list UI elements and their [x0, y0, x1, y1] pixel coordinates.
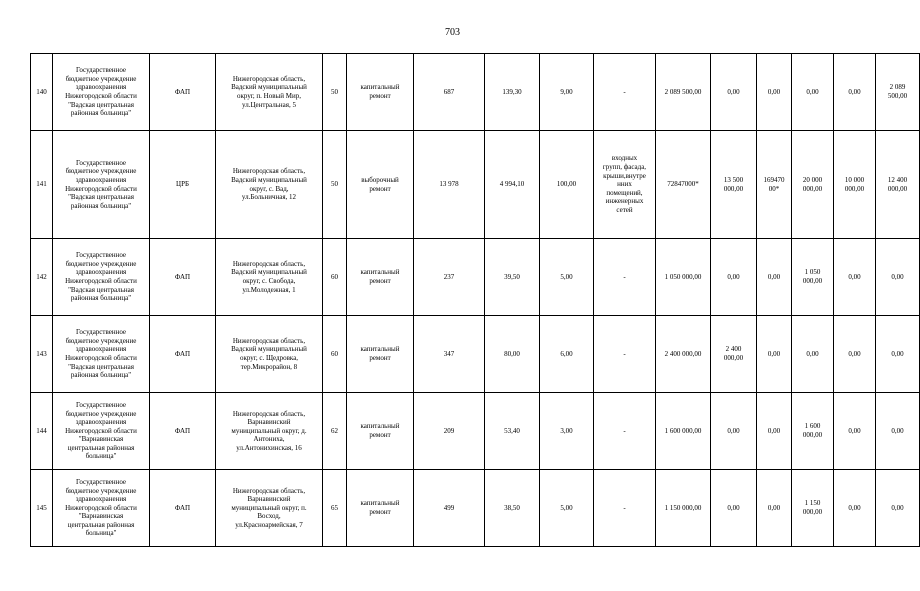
- work-type: капитальный ремонт: [347, 239, 414, 316]
- cell-col7: 39,50: [485, 239, 540, 316]
- cell-col6: 13 978: [414, 131, 485, 239]
- facility-type: ФАП: [150, 316, 216, 393]
- cell-col11: 0,00: [711, 239, 757, 316]
- organization-name: Государственное бюджетное учреждение здравоохранения Нижегородской области "Вадская центральная районная больница": [53, 239, 150, 316]
- cell-col9: -: [594, 470, 656, 547]
- cell-col6: 499: [414, 470, 485, 547]
- cell-col14: 0,00: [834, 316, 876, 393]
- cell-col6: 687: [414, 54, 485, 131]
- total-cost: 2 089 500,00: [656, 54, 711, 131]
- cell-col7: 4 994,10: [485, 131, 540, 239]
- cell-col12: 169470 00*: [757, 131, 792, 239]
- organization-name: Государственное бюджетное учреждение здравоохранения Нижегородской области "Вадская центральная районная больница": [53, 316, 150, 393]
- facilities-table: [30, 53, 920, 547]
- table-row: [31, 54, 920, 131]
- facility-type: ЦРБ: [150, 131, 216, 239]
- facility-address: Нижегородская область, Вадский муниципальный округ, с. Свобода, ул.Молодежная, 1: [216, 239, 323, 316]
- cell-col8: 6,00: [540, 316, 594, 393]
- cell-col7: 53,40: [485, 393, 540, 470]
- cell-col11: 0,00: [711, 393, 757, 470]
- cell-col11: 2 400 000,00: [711, 316, 757, 393]
- organization-name: Государственное бюджетное учреждение здравоохранения Нижегородской области "Вадская центральная районная больница": [53, 131, 150, 239]
- page-number: 703: [445, 27, 460, 38]
- table-row: [31, 470, 920, 547]
- cell-col9: входных групп, фасада, крыши,внутре нних помещений, инженерных сетей: [594, 131, 656, 239]
- cell-col15: 0,00: [876, 393, 920, 470]
- table-row: [31, 131, 920, 239]
- cell-col8: 3,00: [540, 393, 594, 470]
- cell-col8: 100,00: [540, 131, 594, 239]
- cell-col13: 1 600 000,00: [792, 393, 834, 470]
- cell-col4: 65: [323, 470, 347, 547]
- cell-col4: 60: [323, 239, 347, 316]
- table-row: [31, 393, 920, 470]
- cell-col13: 1 050 000,00: [792, 239, 834, 316]
- facility-address: Нижегородская область, Варнавинский муниципальный округ, п. Восход, ул.Красноармейская, 7: [216, 470, 323, 547]
- cell-col13: 20 000 000,00: [792, 131, 834, 239]
- row-number: 143: [31, 316, 53, 393]
- cell-col9: -: [594, 54, 656, 131]
- cell-col12: 0,00: [757, 393, 792, 470]
- cell-col6: 347: [414, 316, 485, 393]
- cell-col11: 13 500 000,00: [711, 131, 757, 239]
- total-cost: 2 400 000,00: [656, 316, 711, 393]
- cell-col9: -: [594, 239, 656, 316]
- total-cost: 72847000*: [656, 131, 711, 239]
- work-type: капитальный ремонт: [347, 54, 414, 131]
- facility-address: Нижегородская область, Вадский муниципальный округ, п. Новый Мир, ул.Центральная, 5: [216, 54, 323, 131]
- cell-col4: 50: [323, 131, 347, 239]
- work-type: капитальный ремонт: [347, 393, 414, 470]
- row-number: 144: [31, 393, 53, 470]
- cell-col15: 12 400 000,00: [876, 131, 920, 239]
- cell-col7: 139,30: [485, 54, 540, 131]
- organization-name: Государственное бюджетное учреждение здравоохранения Нижегородской области "Вадская центральная районная больница": [53, 54, 150, 131]
- cell-col8: 5,00: [540, 470, 594, 547]
- facility-address: Нижегородская область, Вадский муниципальный округ, с. Вад, ул.Больничная, 12: [216, 131, 323, 239]
- cell-col14: 0,00: [834, 239, 876, 316]
- table-row: [31, 239, 920, 316]
- facility-type: ФАП: [150, 239, 216, 316]
- cell-col4: 50: [323, 54, 347, 131]
- cell-col7: 38,50: [485, 470, 540, 547]
- work-type: капитальный ремонт: [347, 316, 414, 393]
- cell-col11: 0,00: [711, 54, 757, 131]
- cell-col13: 0,00: [792, 54, 834, 131]
- total-cost: 1 150 000,00: [656, 470, 711, 547]
- cell-col15: 0,00: [876, 316, 920, 393]
- cell-col15: 0,00: [876, 239, 920, 316]
- cell-col12: 0,00: [757, 239, 792, 316]
- facility-address: Нижегородская область, Вадский муниципальный округ, с. Щедровка, тер.Микрорайон, 8: [216, 316, 323, 393]
- cell-col11: 0,00: [711, 470, 757, 547]
- cell-col8: 5,00: [540, 239, 594, 316]
- cell-col13: 1 150 000,00: [792, 470, 834, 547]
- cell-col9: -: [594, 316, 656, 393]
- total-cost: 1 600 000,00: [656, 393, 711, 470]
- cell-col12: 0,00: [757, 470, 792, 547]
- cell-col15: 0,00: [876, 470, 920, 547]
- cell-col14: 0,00: [834, 54, 876, 131]
- organization-name: Государственное бюджетное учреждение здравоохранения Нижегородской области "Варнавинская центральная районная больница": [53, 393, 150, 470]
- facility-type: ФАП: [150, 54, 216, 131]
- cell-col6: 237: [414, 239, 485, 316]
- cell-col14: 0,00: [834, 393, 876, 470]
- facility-type: ФАП: [150, 393, 216, 470]
- cell-col12: 0,00: [757, 316, 792, 393]
- total-cost: 1 050 000,00: [656, 239, 711, 316]
- cell-col8: 9,00: [540, 54, 594, 131]
- cell-col14: 0,00: [834, 470, 876, 547]
- cell-col6: 209: [414, 393, 485, 470]
- cell-col4: 60: [323, 316, 347, 393]
- cell-col7: 80,00: [485, 316, 540, 393]
- work-type: выборочный ремонт: [347, 131, 414, 239]
- row-number: 145: [31, 470, 53, 547]
- cell-col14: 10 000 000,00: [834, 131, 876, 239]
- facility-address: Нижегородская область, Варнавинский муниципальный округ, д. Антониха, ул.Антонихинская, 16: [216, 393, 323, 470]
- row-number: 140: [31, 54, 53, 131]
- row-number: 142: [31, 239, 53, 316]
- cell-col15: 2 089 500,00: [876, 54, 920, 131]
- cell-col4: 62: [323, 393, 347, 470]
- table-row: [31, 316, 920, 393]
- cell-col9: -: [594, 393, 656, 470]
- cell-col12: 0,00: [757, 54, 792, 131]
- organization-name: Государственное бюджетное учреждение здравоохранения Нижегородской области "Варнавинская центральная районная больница": [53, 470, 150, 547]
- row-number: 141: [31, 131, 53, 239]
- facility-type: ФАП: [150, 470, 216, 547]
- cell-col13: 0,00: [792, 316, 834, 393]
- work-type: капитальный ремонт: [347, 470, 414, 547]
